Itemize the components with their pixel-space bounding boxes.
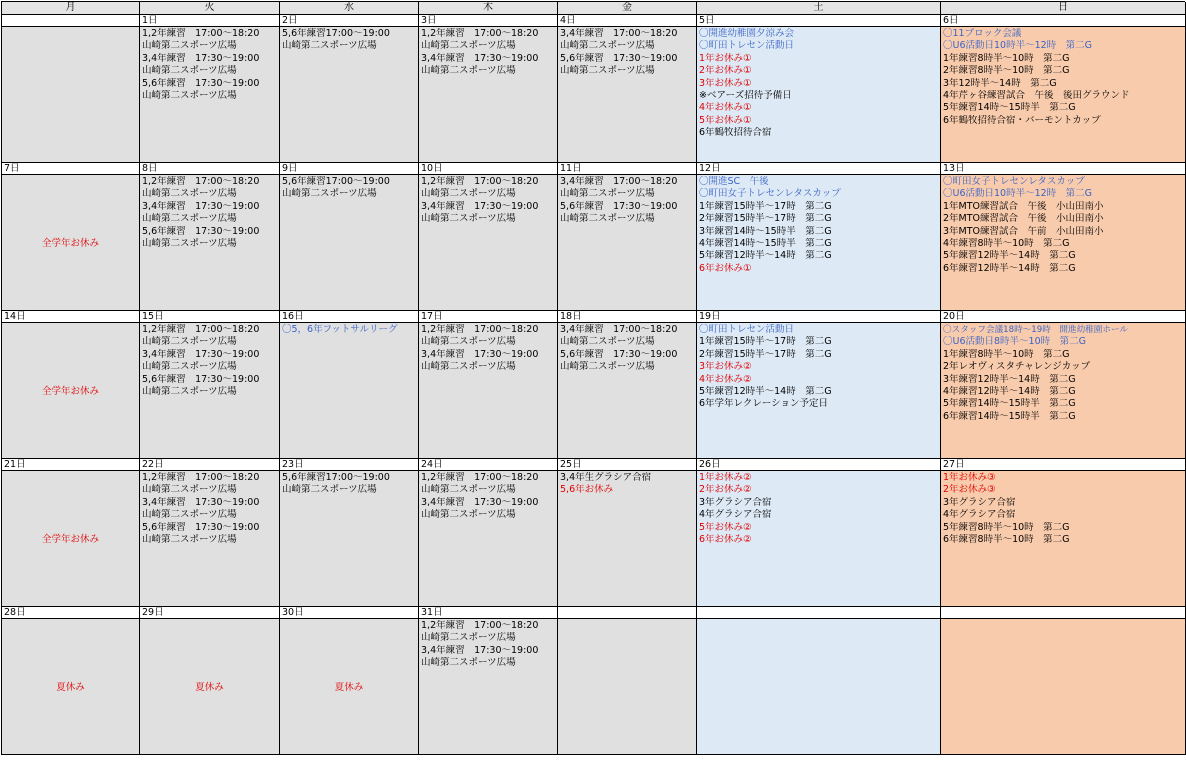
- event-line: 3,4年練習 17:30～19:00: [421, 496, 539, 508]
- event-line: 〇町田トレセン活動日: [699, 324, 795, 335]
- day-cell[interactable]: [280, 607, 419, 755]
- event-line: 山崎第二スポーツ広場: [560, 188, 655, 200]
- event-line: 3,4年練習 17:00～18:20: [560, 28, 678, 39]
- event-line: 5,6年練習 17:30～19:00: [560, 52, 678, 64]
- event-list: [419, 27, 557, 162]
- event-line: 5,6年練習17:00～19:00: [282, 472, 390, 483]
- event-line: 1,2年練習 17:00～18:20: [142, 324, 260, 335]
- event-line: 5年お休み①: [699, 114, 752, 126]
- event-line: 〇U6活動日8時半～10時 第二G: [943, 336, 1086, 348]
- event-list: [419, 619, 557, 754]
- event-line: 5,6年練習 17:30～19:00: [560, 200, 678, 212]
- holiday-note: 夏休み: [195, 681, 224, 693]
- day-number: 24日: [419, 459, 557, 471]
- event-line: 5,6年練習17:00～19:00: [282, 28, 390, 39]
- event-line: 4年練習12時半～14時 第二G: [943, 385, 1076, 397]
- event-line: 2年練習15時半～17時 第二G: [699, 213, 832, 225]
- event-line: 山崎第二スポーツ広場: [142, 188, 237, 200]
- event-line: 4年グラシア合宿: [699, 509, 772, 521]
- day-number: 16日: [280, 311, 418, 323]
- event-line: 6年お休み①: [699, 262, 752, 274]
- event-line: ※ベアーズ招待予備日: [699, 89, 792, 101]
- day-number: [941, 607, 1185, 619]
- event-line: 3,4年練習 17:00～18:20: [560, 176, 678, 187]
- event-line: 5年練習8時半～10時 第二G: [943, 521, 1070, 533]
- day-number: 25日: [558, 459, 696, 471]
- day-cell[interactable]: [558, 459, 697, 607]
- event-line: 3年お休み①: [699, 77, 752, 89]
- event-line: 3年12時半～14時 第二G: [943, 77, 1057, 89]
- event-line: 4年グラシア合宿: [943, 509, 1016, 521]
- day-cell[interactable]: [558, 163, 697, 311]
- event-line: 5年練習14時～15時半 第二G: [943, 102, 1076, 114]
- day-cell[interactable]: [2, 459, 140, 607]
- day-cell[interactable]: [419, 163, 558, 311]
- holiday-note: 全学年お休み: [41, 385, 99, 397]
- event-line: 山崎第二スポーツ広場: [560, 336, 655, 348]
- event-line: 5,6年練習17:00～19:00: [282, 176, 390, 187]
- event-line: 3,4年練習 17:30～19:00: [142, 348, 260, 360]
- event-list: [558, 471, 696, 606]
- event-line: 3年練習12時半～14時 第二G: [943, 373, 1076, 385]
- event-line: 6年練習8時半～10時 第二G: [943, 533, 1070, 545]
- day-cell[interactable]: [140, 459, 280, 607]
- day-number: 28日: [2, 607, 139, 619]
- event-line: 山崎第二スポーツ広場: [421, 509, 516, 521]
- day-number: 31日: [419, 607, 557, 619]
- day-number: 19日: [697, 311, 940, 323]
- event-line: 1,2年練習 17:00～18:20: [142, 176, 260, 187]
- event-list: [558, 27, 696, 162]
- event-line: 1年練習15時半～17時 第二G: [699, 336, 832, 348]
- day-cell[interactable]: [2, 607, 140, 755]
- event-list: [2, 27, 139, 162]
- day-cell[interactable]: [558, 311, 697, 459]
- holiday-note: 夏休み: [56, 681, 85, 693]
- event-line: 3,4年生グラシア合宿: [560, 472, 652, 483]
- event-line: 5,6年練習 17:30～19:00: [560, 348, 678, 360]
- day-number: 8日: [140, 163, 279, 175]
- weekday-header: 木: [419, 2, 558, 15]
- event-line: 3,4年練習 17:30～19:00: [142, 200, 260, 212]
- event-list: [941, 471, 1185, 606]
- monthly-calendar: [1, 1, 1185, 755]
- day-cell[interactable]: [280, 311, 419, 459]
- day-cell[interactable]: [697, 459, 941, 607]
- event-list: [697, 323, 940, 458]
- event-line: 3,4年練習 17:30～19:00: [421, 200, 539, 212]
- event-line: 3,4年練習 17:30～19:00: [142, 52, 260, 64]
- event-line: 2年練習15時半～17時 第二G: [699, 348, 832, 360]
- event-line: 6年鶴牧招待合宿・バーモントカップ: [943, 114, 1101, 126]
- day-number: 13日: [941, 163, 1185, 175]
- event-line: 1年MTO練習試合 午後 小山田南小: [943, 200, 1104, 212]
- event-line: 山崎第二スポーツ広場: [560, 361, 655, 373]
- event-line: 山崎第二スポーツ広場: [142, 336, 237, 348]
- event-line: 1,2年練習 17:00～18:20: [142, 472, 260, 483]
- event-line: 4年練習14時～15時半 第二G: [699, 237, 832, 249]
- event-line: 1,2年練習 17:00～18:20: [421, 472, 539, 483]
- event-line: 〇U6活動日10時半～12時 第二G: [943, 40, 1093, 52]
- holiday-note: 夏休み: [334, 681, 364, 693]
- event-list: [280, 27, 418, 162]
- event-line: 山崎第二スポーツ広場: [142, 40, 237, 52]
- event-list: [280, 471, 418, 606]
- event-line: 山崎第二スポーツ広場: [282, 40, 377, 52]
- event-line: 山崎第二スポーツ広場: [560, 65, 655, 77]
- event-line: 〇スタッフ会議18時～19時 開進幼稚園ホール: [943, 325, 1128, 335]
- event-list: [941, 27, 1185, 162]
- day-cell[interactable]: [419, 311, 558, 459]
- event-list: [558, 323, 696, 458]
- event-line: 5,6年練習 17:30～19:00: [142, 77, 260, 89]
- event-line: 1,2年練習 17:00～18:20: [421, 28, 539, 39]
- event-line: 3年グラシア合宿: [943, 496, 1016, 508]
- event-line: 6年お休み②: [699, 533, 752, 545]
- day-number: 3日: [419, 15, 557, 27]
- event-list: [558, 175, 696, 310]
- event-line: 山崎第二スポーツ広場: [421, 65, 516, 77]
- event-line: 2年レオヴィスタチャレンジカップ: [943, 361, 1091, 373]
- day-cell[interactable]: [697, 311, 941, 459]
- day-cell[interactable]: [941, 15, 1186, 163]
- day-cell[interactable]: [558, 607, 697, 755]
- event-line: 5,6年練習 17:30～19:00: [142, 225, 260, 237]
- event-line: 1,2年練習 17:00～18:20: [421, 324, 539, 335]
- event-line: 3,4年練習 17:30～19:00: [421, 52, 539, 64]
- event-line: 〇開進SC 午後: [699, 176, 769, 187]
- day-cell[interactable]: [280, 15, 419, 163]
- event-line: 2年お休み①: [699, 65, 752, 77]
- event-list: [558, 619, 696, 754]
- event-line: 〇11ブロック会議: [943, 28, 1022, 39]
- event-line: 5年練習12時半～14時 第二G: [699, 250, 832, 262]
- event-line: 山崎第二スポーツ広場: [421, 632, 516, 644]
- event-line: 4年練習8時半～10時 第二G: [943, 237, 1070, 249]
- event-list: [697, 619, 940, 754]
- day-number: 5日: [697, 15, 940, 27]
- event-line: 山崎第二スポーツ広場: [282, 484, 377, 496]
- event-line: 山崎第二スポーツ広場: [421, 484, 516, 496]
- event-line: 4年お休み②: [699, 373, 752, 385]
- weekday-header: 土: [697, 2, 941, 15]
- weekday-header: 火: [140, 2, 280, 15]
- event-list: [419, 471, 557, 606]
- event-line: 3年グラシア合宿: [699, 496, 772, 508]
- day-cell[interactable]: [140, 15, 280, 163]
- holiday-note: 全学年お休み: [41, 237, 99, 249]
- event-list: [941, 323, 1185, 458]
- event-line: 2年練習8時半～10時 第二G: [943, 65, 1070, 77]
- event-list: [419, 175, 557, 310]
- holiday-note: 全学年お休み: [41, 533, 99, 545]
- day-number: 22日: [140, 459, 279, 471]
- event-line: 5,6年練習 17:30～19:00: [142, 373, 260, 385]
- event-line: 2年お休み②: [699, 484, 752, 496]
- day-cell[interactable]: [941, 311, 1186, 459]
- event-line: 山崎第二スポーツ広場: [421, 361, 516, 373]
- event-line: 山崎第二スポーツ広場: [421, 188, 516, 200]
- day-cell[interactable]: [697, 15, 941, 163]
- day-number: [2, 15, 139, 27]
- event-line: 山崎第二スポーツ広場: [142, 385, 237, 397]
- event-line: 〇開進幼稚園夕涼み会: [699, 28, 795, 39]
- event-line: 5,6年お休み: [560, 484, 614, 496]
- event-line: 山崎第二スポーツ広場: [421, 40, 516, 52]
- day-cell[interactable]: [419, 459, 558, 607]
- event-line: 山崎第二スポーツ広場: [421, 336, 516, 348]
- day-number: 29日: [140, 607, 279, 619]
- day-number: 17日: [419, 311, 557, 323]
- event-line: 5,6年練習 17:30～19:00: [142, 521, 260, 533]
- day-number: 12日: [697, 163, 940, 175]
- event-list: [941, 175, 1185, 310]
- day-cell[interactable]: [419, 607, 558, 755]
- event-line: 1年練習8時半～10時 第二G: [943, 52, 1070, 64]
- event-line: 2年MTO練習試合 午後 小山田南小: [943, 213, 1104, 225]
- event-line: 3年お休み②: [699, 361, 752, 373]
- day-cell[interactable]: [941, 459, 1186, 607]
- event-line: 5年練習12時半～14時 第二G: [943, 250, 1076, 262]
- event-line: 3,4年練習 17:30～19:00: [421, 348, 539, 360]
- day-cell[interactable]: [140, 311, 280, 459]
- event-line: 1年お休み③: [943, 472, 996, 483]
- weekday-header: 日: [941, 2, 1186, 15]
- event-line: 山崎第二スポーツ広場: [142, 361, 237, 373]
- day-cell[interactable]: [280, 459, 419, 607]
- day-cell[interactable]: [697, 607, 941, 755]
- event-line: 山崎第二スポーツ広場: [421, 657, 516, 669]
- event-line: 〇5，6年フットサルリーグ: [282, 324, 398, 335]
- weekday-header: 水: [280, 2, 419, 15]
- day-number: 30日: [280, 607, 418, 619]
- day-number: 11日: [558, 163, 696, 175]
- event-line: 山崎第二スポーツ広場: [142, 65, 237, 77]
- day-cell[interactable]: [697, 163, 941, 311]
- event-list: [697, 175, 940, 310]
- day-cell[interactable]: [2, 15, 140, 163]
- weekday-header: 月: [2, 2, 140, 15]
- event-list: [140, 323, 279, 458]
- event-line: 山崎第二スポーツ広場: [142, 509, 237, 521]
- event-line: 1,2年練習 17:00～18:20: [421, 176, 539, 187]
- event-line: 〇町田女子トレセンレタスカップ: [943, 176, 1085, 187]
- event-line: 1年お休み①: [699, 52, 752, 64]
- event-line: 4年お休み①: [699, 102, 752, 114]
- event-line: 6年練習12時半～14時 第二G: [943, 262, 1076, 274]
- event-list: [140, 27, 279, 162]
- day-number: 20日: [941, 311, 1185, 323]
- event-line: 1年お休み②: [699, 472, 752, 483]
- event-line: 山崎第二スポーツ広場: [560, 213, 655, 225]
- event-list: [280, 175, 418, 310]
- day-cell[interactable]: [558, 15, 697, 163]
- day-number: 27日: [941, 459, 1185, 471]
- day-cell[interactable]: [280, 163, 419, 311]
- event-line: 2年お休み③: [943, 484, 996, 496]
- event-line: 山崎第二スポーツ広場: [282, 188, 377, 200]
- day-number: 1日: [140, 15, 279, 27]
- day-number: 6日: [941, 15, 1185, 27]
- day-number: 18日: [558, 311, 696, 323]
- event-list: [941, 619, 1185, 754]
- event-line: 〇U6活動日10時半～12時 第二G: [943, 188, 1093, 200]
- day-cell[interactable]: [2, 163, 140, 311]
- day-number: 26日: [697, 459, 940, 471]
- event-line: 4年芹ヶ谷練習試合 午後 後田グラウンド: [943, 89, 1130, 101]
- event-line: 3年MTO練習試合 午前 小山田南小: [943, 225, 1104, 237]
- day-number: 4日: [558, 15, 696, 27]
- event-list: [140, 471, 279, 606]
- event-line: 5年お休み②: [699, 521, 752, 533]
- weekday-header: 金: [558, 2, 697, 15]
- event-line: 3年練習14時～15時半 第二G: [699, 225, 832, 237]
- event-line: 〇町田女子トレセンレタスカップ: [699, 188, 841, 200]
- day-number: 23日: [280, 459, 418, 471]
- event-line: 山崎第二スポーツ広場: [560, 40, 655, 52]
- event-line: 6年鶴牧招待合宿: [699, 127, 772, 139]
- event-line: 5年練習12時半～14時 第二G: [699, 385, 832, 397]
- event-line: 山崎第二スポーツ広場: [142, 237, 237, 249]
- event-line: 6年練習14時～15時半 第二G: [943, 410, 1076, 422]
- day-number: 2日: [280, 15, 418, 27]
- event-list: [419, 323, 557, 458]
- event-list: [697, 27, 940, 162]
- event-line: 山崎第二スポーツ広場: [142, 484, 237, 496]
- day-number: 15日: [140, 311, 279, 323]
- day-number: 7日: [2, 163, 139, 175]
- day-cell[interactable]: [419, 15, 558, 163]
- event-line: 山崎第二スポーツ広場: [421, 213, 516, 225]
- event-line: 3,4年練習 17:30～19:00: [421, 644, 539, 656]
- event-line: 5年練習14時～15時半 第二G: [943, 398, 1076, 410]
- day-cell[interactable]: [2, 311, 140, 459]
- event-line: 6年学年レクレーション予定日: [699, 398, 828, 410]
- day-number: 21日: [2, 459, 139, 471]
- day-number: 14日: [2, 311, 139, 323]
- event-line: 1,2年練習 17:00～18:20: [142, 28, 260, 39]
- event-line: 1,2年練習 17:00～18:20: [421, 620, 539, 631]
- event-line: 山崎第二スポーツ広場: [142, 89, 237, 101]
- event-list: [140, 175, 279, 310]
- day-number: [558, 607, 696, 619]
- day-cell[interactable]: [140, 163, 280, 311]
- event-list: [280, 323, 418, 458]
- event-line: 1年練習15時半～17時 第二G: [699, 200, 832, 212]
- day-cell[interactable]: [941, 163, 1186, 311]
- event-line: 1年練習8時半～10時 第二G: [943, 348, 1070, 360]
- event-line: 〇町田トレセン活動日: [699, 40, 795, 52]
- day-number: [697, 607, 940, 619]
- event-line: 山崎第二スポーツ広場: [142, 533, 237, 545]
- event-line: 3,4年練習 17:30～19:00: [142, 496, 260, 508]
- day-number: 9日: [280, 163, 418, 175]
- day-cell[interactable]: [941, 607, 1186, 755]
- day-number: 10日: [419, 163, 557, 175]
- event-line: 山崎第二スポーツ広場: [142, 213, 237, 225]
- event-list: [697, 471, 940, 606]
- event-line: 3,4年練習 17:00～18:20: [560, 324, 678, 335]
- day-cell[interactable]: [140, 607, 280, 755]
